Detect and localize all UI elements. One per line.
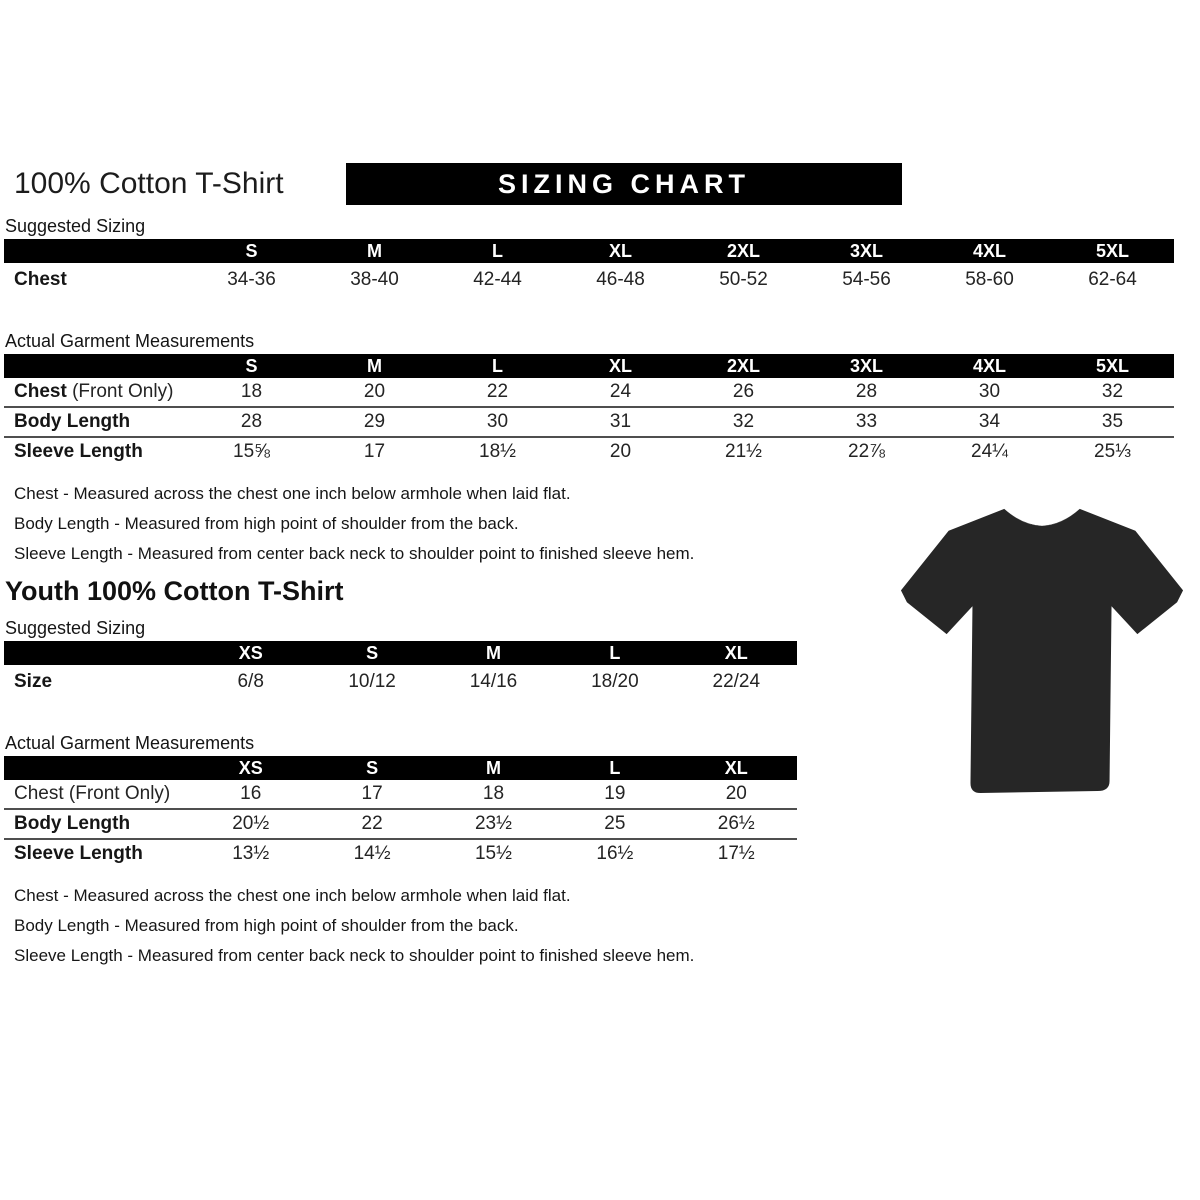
cell-value: 29 [313,407,436,437]
cell-value: 62-64 [1088,268,1137,290]
cell-value: 34 [928,407,1051,437]
column-header: XL [559,239,682,263]
column-header: M [313,239,436,263]
row-label: Sleeve Length [4,437,190,466]
note-body-length: Body Length - Measured from high point of shoulder from the back. [14,916,519,935]
cell-value: 21½ [682,437,805,466]
cell-value: 35 [1051,407,1174,437]
cell-value: 42-44 [473,268,522,290]
cell-value: 28 [190,407,313,437]
cell-value: 10/12 [348,670,396,692]
cell-value: 13½ [190,839,311,868]
cell-value: 22⅞ [805,437,928,466]
cell-value: 22 [486,381,509,402]
cell-value: 46-48 [596,268,645,290]
column-header: S [190,239,313,263]
table-header-row [4,641,797,665]
cell-value: 6/8 [237,670,264,692]
table-row [4,809,797,839]
table-row [4,665,797,698]
cell-value: 28 [855,381,878,402]
column-header [4,354,190,378]
cell-value: 19 [604,783,626,804]
cell-value: 30 [978,381,1001,402]
black-tshirt-graphic [893,488,1191,808]
column-header: S [311,756,432,780]
column-header: 5XL [1051,354,1174,378]
column-header: 3XL [805,354,928,378]
cell-value: 22 [311,809,432,839]
column-header: 3XL [805,239,928,263]
cell-value: 50-52 [719,268,768,290]
column-header: 2XL [682,239,805,263]
tshirt-body [901,509,1183,793]
sizing-chart-banner: SIZING CHART [346,163,902,205]
cell-value: 23½ [433,809,554,839]
column-header [4,641,190,665]
cell-value: 18/20 [591,670,639,692]
cell-value: 20½ [190,809,311,839]
page-title: 100% Cotton T-Shirt [14,167,284,200]
page-header [14,163,1200,205]
column-header: 4XL [928,354,1051,378]
column-header: XL [676,756,797,780]
table-row [4,378,1174,407]
row-label: Chest (Front Only) [14,783,171,804]
column-header: L [436,354,559,378]
column-header: M [433,641,554,665]
row-label: Sleeve Length [4,839,190,868]
cell-value: 16½ [554,839,675,868]
table-header-row [4,756,797,780]
cell-value: 30 [436,407,559,437]
note-sleeve-length: Sleeve Length - Measured from center back neck to shoulder point to finished sleeve hem. [14,946,695,965]
column-header [4,756,190,780]
row-label: Size [14,670,53,692]
row-label: Chest [14,268,67,290]
cell-value: 33 [805,407,928,437]
column-header: 5XL [1051,239,1174,263]
cell-value: 14½ [311,839,432,868]
column-header: L [554,641,675,665]
column-header: XL [676,641,797,665]
cell-value: 16 [240,783,262,804]
note-sleeve-length: Sleeve Length - Measured from center back neck to shoulder point to finished sleeve hem. [14,544,695,563]
cell-value: 38-40 [350,268,399,290]
table-row [4,437,1174,466]
cell-value: 58-60 [965,268,1014,290]
youth-suggested-sizing-label: Suggested Sizing [5,618,146,638]
note-chest: Chest - Measured across the chest one inch below armhole when laid flat. [14,484,571,503]
column-header: S [190,354,313,378]
adult-suggested-sizing-table [4,239,1174,296]
adult-measurements-table [4,354,1174,466]
column-header: M [313,354,436,378]
tshirt-image [893,488,1191,808]
cell-value: 18 [482,783,505,804]
column-header: XS [190,756,311,780]
cell-value: 17 [313,437,436,466]
cell-value: 20 [363,381,386,402]
column-header: XS [190,641,311,665]
cell-value: 17½ [676,839,797,868]
cell-value: 22/24 [712,670,761,692]
column-header: M [433,756,554,780]
table-header-row [4,354,1174,378]
column-header: 4XL [928,239,1051,263]
table-row [4,263,1174,296]
cell-value: 18½ [436,437,559,466]
column-header: 2XL [682,354,805,378]
cell-value: 20 [725,783,747,804]
table-row [4,839,797,868]
cell-value: 17 [361,783,383,804]
cell-value: 31 [559,407,682,437]
youth-section-title: Youth 100% Cotton T-Shirt [5,576,344,606]
column-header: XL [559,354,682,378]
column-header: S [311,641,432,665]
column-header: L [554,756,675,780]
column-header: L [436,239,559,263]
cell-value: 54-56 [842,268,891,290]
cell-value: 24¼ [928,437,1051,466]
note-body-length: Body Length - Measured from high point of shoulder from the back. [14,514,519,533]
table-row [4,407,1174,437]
youth-measurements-table [4,756,797,868]
note-chest: Chest - Measured across the chest one inch below armhole when laid flat. [14,886,571,905]
row-label: Body Length [4,809,190,839]
cell-value: 24 [609,381,632,402]
cell-value: 25⅓ [1051,437,1174,466]
cell-value: 20 [559,437,682,466]
cell-value: 25 [554,809,675,839]
youth-measurement-notes [14,881,1200,971]
cell-value: 32 [682,407,805,437]
youth-measurements-label: Actual Garment Measurements [5,733,255,753]
cell-value: 34-36 [227,268,276,290]
cell-value: 26 [732,381,755,402]
cell-value: 15⅝ [190,437,313,466]
adult-measurements-label: Actual Garment Measurements [5,331,255,351]
table-header-row [4,239,1174,263]
cell-value: 15½ [433,839,554,868]
cell-value: 26½ [676,809,797,839]
youth-suggested-sizing-table [4,641,797,698]
adult-suggested-sizing-label: Suggested Sizing [5,216,146,236]
cell-value: 32 [1101,381,1124,402]
table-row [4,780,797,809]
column-header [4,239,190,263]
row-label: Chest (Front Only) [14,381,174,402]
cell-value: 18 [240,381,263,402]
row-label: Body Length [4,407,190,437]
cell-value: 14/16 [469,670,518,692]
